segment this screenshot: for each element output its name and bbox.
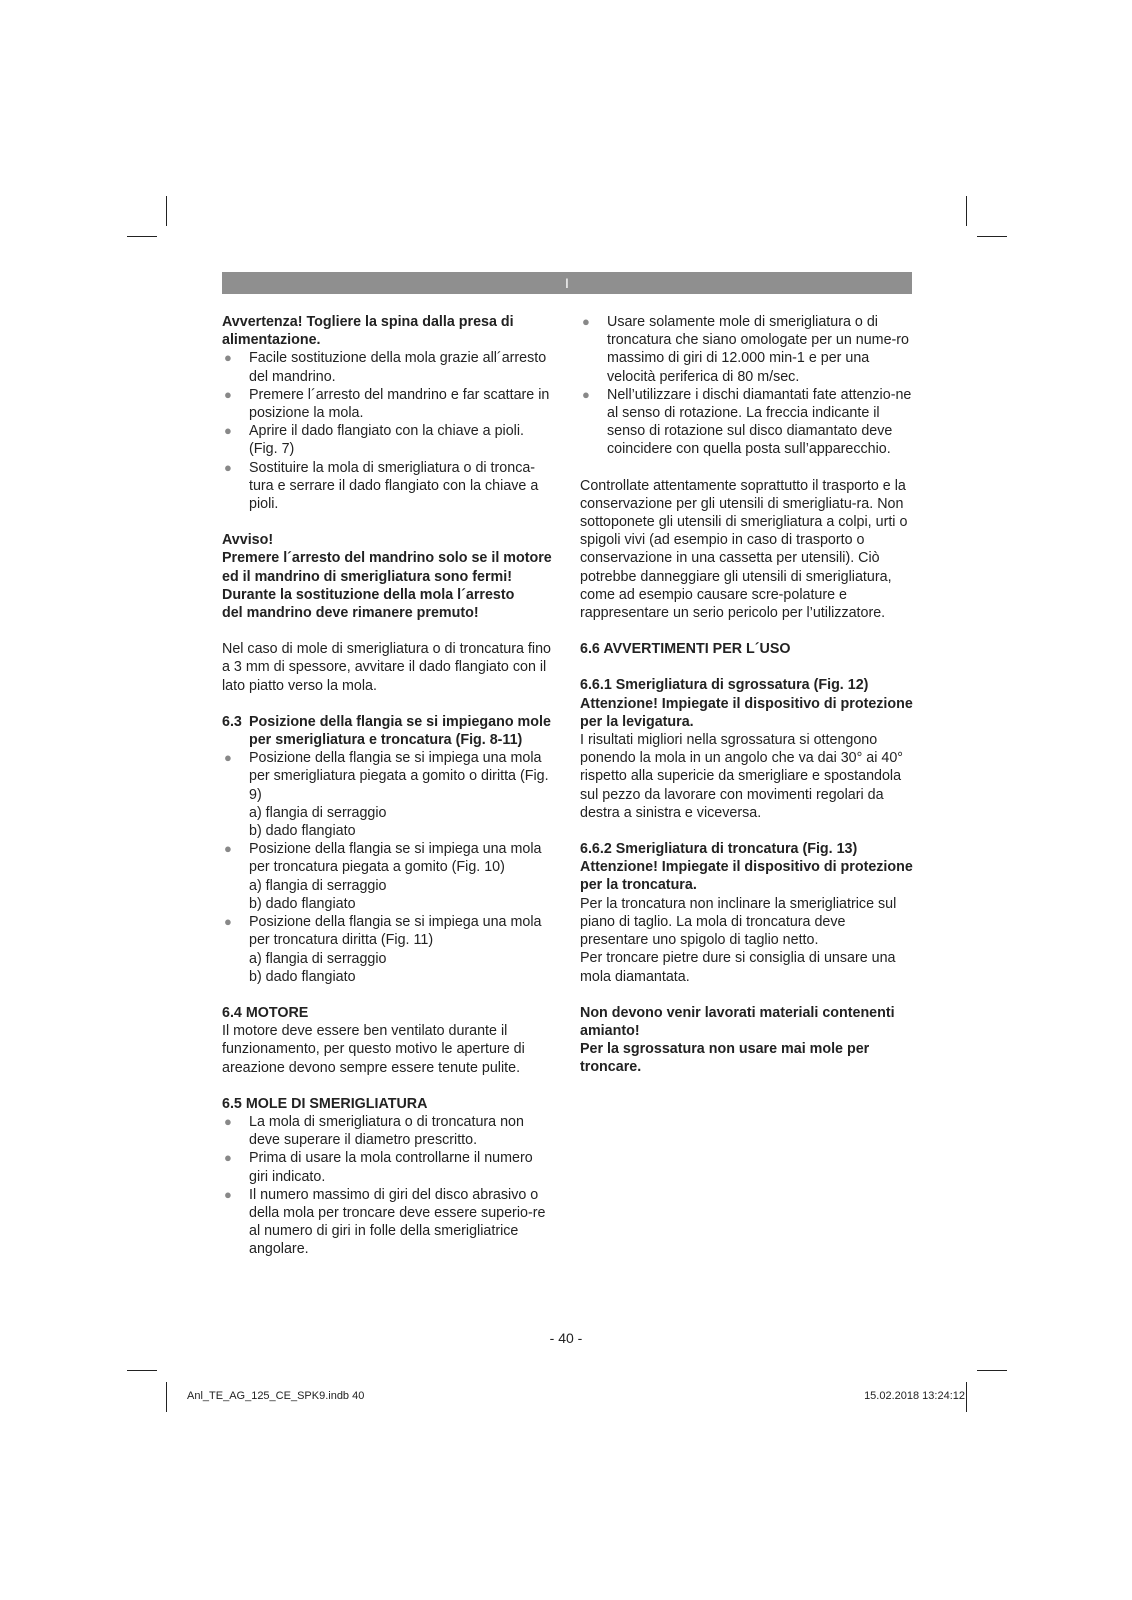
paragraph: Il motore deve essere ben ventilato durante il funzionamento, per questo motivo le aperture di areazione devono sempre essere tenute pulite. bbox=[222, 1023, 525, 1076]
bullet-icon: ● bbox=[224, 350, 232, 366]
language-letter: I bbox=[565, 275, 569, 291]
list-item: ● Sostituire la mola di smerigliatura o di tronca-tura e serrare il dado flangiato con la chiave a pioli. bbox=[224, 459, 539, 513]
crop-mark bbox=[966, 196, 967, 226]
sub-item: a) flangia di serraggio bbox=[249, 804, 387, 821]
section-heading-6-5: 6.5 MOLE DI SMERIGLIATURA bbox=[222, 1095, 428, 1112]
section-heading-6-6-2: 6.6.2 Smerigliatura di troncatura (Fig. 13) Attenzione! Impiegate il dispositivo di protezione per la troncatura. bbox=[580, 841, 913, 894]
crop-mark bbox=[166, 1382, 167, 1412]
section-heading-6-6: 6.6 AVVERTIMENTI PER L´USO bbox=[580, 641, 791, 658]
section-heading-6-4: 6.4 MOTORE bbox=[222, 1004, 309, 1021]
list-item: ● Premere l´arresto del mandrino e far scattare in posizione la mola. bbox=[224, 386, 550, 422]
crop-mark bbox=[977, 1370, 1007, 1371]
right-column bbox=[580, 313, 915, 1077]
crop-mark bbox=[977, 236, 1007, 237]
bullet-icon: ● bbox=[224, 750, 232, 766]
bullet-icon: ● bbox=[224, 1113, 232, 1129]
list-item: ● Nell’utilizzare i dischi diamantati fate attenzio-ne al senso di rotazione. La freccia indicante il senso di rotazione sul disco diamantato deve coincidere con quella posta sull’apparecchio. bbox=[582, 386, 912, 458]
list-item: ● Facile sostituzione della mola grazie all´arresto del mandrino. bbox=[224, 350, 547, 385]
sub-item: a) flangia di serraggio bbox=[249, 950, 387, 967]
list-item: ● Posizione della flangia se si impiega una mola per troncatura diritta (Fig. 11) bbox=[224, 914, 542, 949]
bullet-icon: ● bbox=[224, 423, 232, 439]
sub-item: b) dado flangiato bbox=[249, 823, 356, 840]
sub-item: a) flangia di serraggio bbox=[249, 877, 387, 894]
list-item: ● La mola di smerigliatura o di troncatura non deve superare il diametro prescritto. bbox=[224, 1113, 524, 1149]
footer-timestamp: 15.02.2018 13:24:12 bbox=[864, 1390, 965, 1402]
final-warning-2: Per la sgrossatura non usare mai mole per troncare. bbox=[580, 1041, 870, 1076]
left-column bbox=[222, 313, 552, 1259]
footer-file-name: Anl_TE_AG_125_CE_SPK9.indb 40 bbox=[187, 1390, 365, 1402]
page-number: - 40 - bbox=[549, 1330, 583, 1346]
bullet-icon: ● bbox=[582, 386, 590, 402]
bullet-icon: ● bbox=[224, 386, 232, 402]
paragraph: Per troncare pietre dure si consiglia di unsare una mola diamantata. bbox=[580, 950, 896, 985]
bullet-icon: ● bbox=[582, 314, 590, 329]
final-warning: Non devono venir lavorati materiali contenenti amianto! bbox=[580, 1004, 895, 1039]
avviso-title: Avviso! bbox=[222, 532, 274, 549]
bullet-icon: ● bbox=[224, 459, 232, 475]
section-heading-6-3: 6.3 Posizione della flangia se si impiegano mole per smerigliatura e troncatura (Fig. 8-11) bbox=[222, 713, 551, 749]
list-item: ● Il numero massimo di giri del disco abrasivo o della mola per troncare deve essere superio-re al numero di giri in folle della smerigliatrice angolare. bbox=[224, 1186, 546, 1258]
list-item: ● Aprire il dado flangiato con la chiave a pioli. (Fig. 7) bbox=[224, 423, 524, 458]
sub-item: b) dado flangiato bbox=[249, 968, 356, 985]
list-item: ● Posizione della flangia se si impiega una mola per smerigliatura piegata a gomito o diritta (Fig. 9) bbox=[224, 750, 549, 803]
warning-title: Avvertenza! Togliere la spina dalla presa di alimentazione. bbox=[222, 314, 514, 349]
list-item: ● Usare solamente mole di smerigliatura o di troncatura che siano omologate per un nume-ro massimo di giri di 12.000 min-1 e per una velocità periferica di 80 m/sec. bbox=[582, 314, 910, 385]
list-item: ● Prima di usare la mola controllarne il numero giri indicato. bbox=[224, 1150, 533, 1185]
sub-item: b) dado flangiato bbox=[249, 895, 356, 912]
section-heading-6-6-1: 6.6.1 Smerigliatura di sgrossatura (Fig. 12) Attenzione! Impiegate il dispositivo di protezione per la levigatura. bbox=[580, 677, 913, 730]
bullet-icon: ● bbox=[224, 841, 232, 857]
paragraph: Nel caso di mole di smerigliatura o di troncatura fino a 3 mm di spessore, avvitare il dado flangiato con il lato piatto verso la mola. bbox=[222, 641, 551, 694]
list-item: ● Posizione della flangia se si impiega una mola per troncatura piegata a gomito (Fig. 10) bbox=[224, 841, 542, 876]
paragraph: I risultati migliori nella sgrossatura si ottengono ponendo la mola in un angolo che va dai 30° ai 40° rispetto alla supericie da smerigliare e spostandola sul pezzo da lavorare con movimenti regolari da destra a sinistra e viceversa. bbox=[580, 732, 904, 821]
avviso-body-2: del mandrino deve rimanere premuto! bbox=[222, 605, 479, 622]
bullet-icon: ● bbox=[224, 914, 232, 930]
crop-mark bbox=[966, 1382, 967, 1412]
paragraph: Controllate attentamente soprattutto il trasporto e la conservazione per gli utensili di smerigliatu-ra. Non sottoponete gli utensili di smerigliatura a colpi, urti o spigoli vivi (ad esempio in caso di trasporto o conservazione in una cassetta per utensili). Ciò potrebbe danneggiare gli utensili di smerigliatura, come ad esempio causare scre-polature e rappresentare un serio pericolo per l’utilizzatore. bbox=[580, 477, 908, 622]
crop-mark bbox=[127, 1370, 157, 1371]
crop-mark bbox=[166, 196, 167, 226]
bullet-icon: ● bbox=[224, 1186, 232, 1202]
crop-mark bbox=[127, 236, 157, 237]
language-header-bar bbox=[222, 272, 912, 294]
avviso-body: Premere l´arresto del mandrino solo se il motore ed il mandrino di smerigliatura sono fermi! Durante la sostituzione della mola l´arresto bbox=[222, 550, 552, 603]
paragraph: Per la troncatura non inclinare la smerigliatrice sul piano di taglio. La mola di troncatura deve presentare uno spigolo di taglio netto. bbox=[580, 895, 897, 949]
bullet-icon: ● bbox=[224, 1150, 232, 1166]
